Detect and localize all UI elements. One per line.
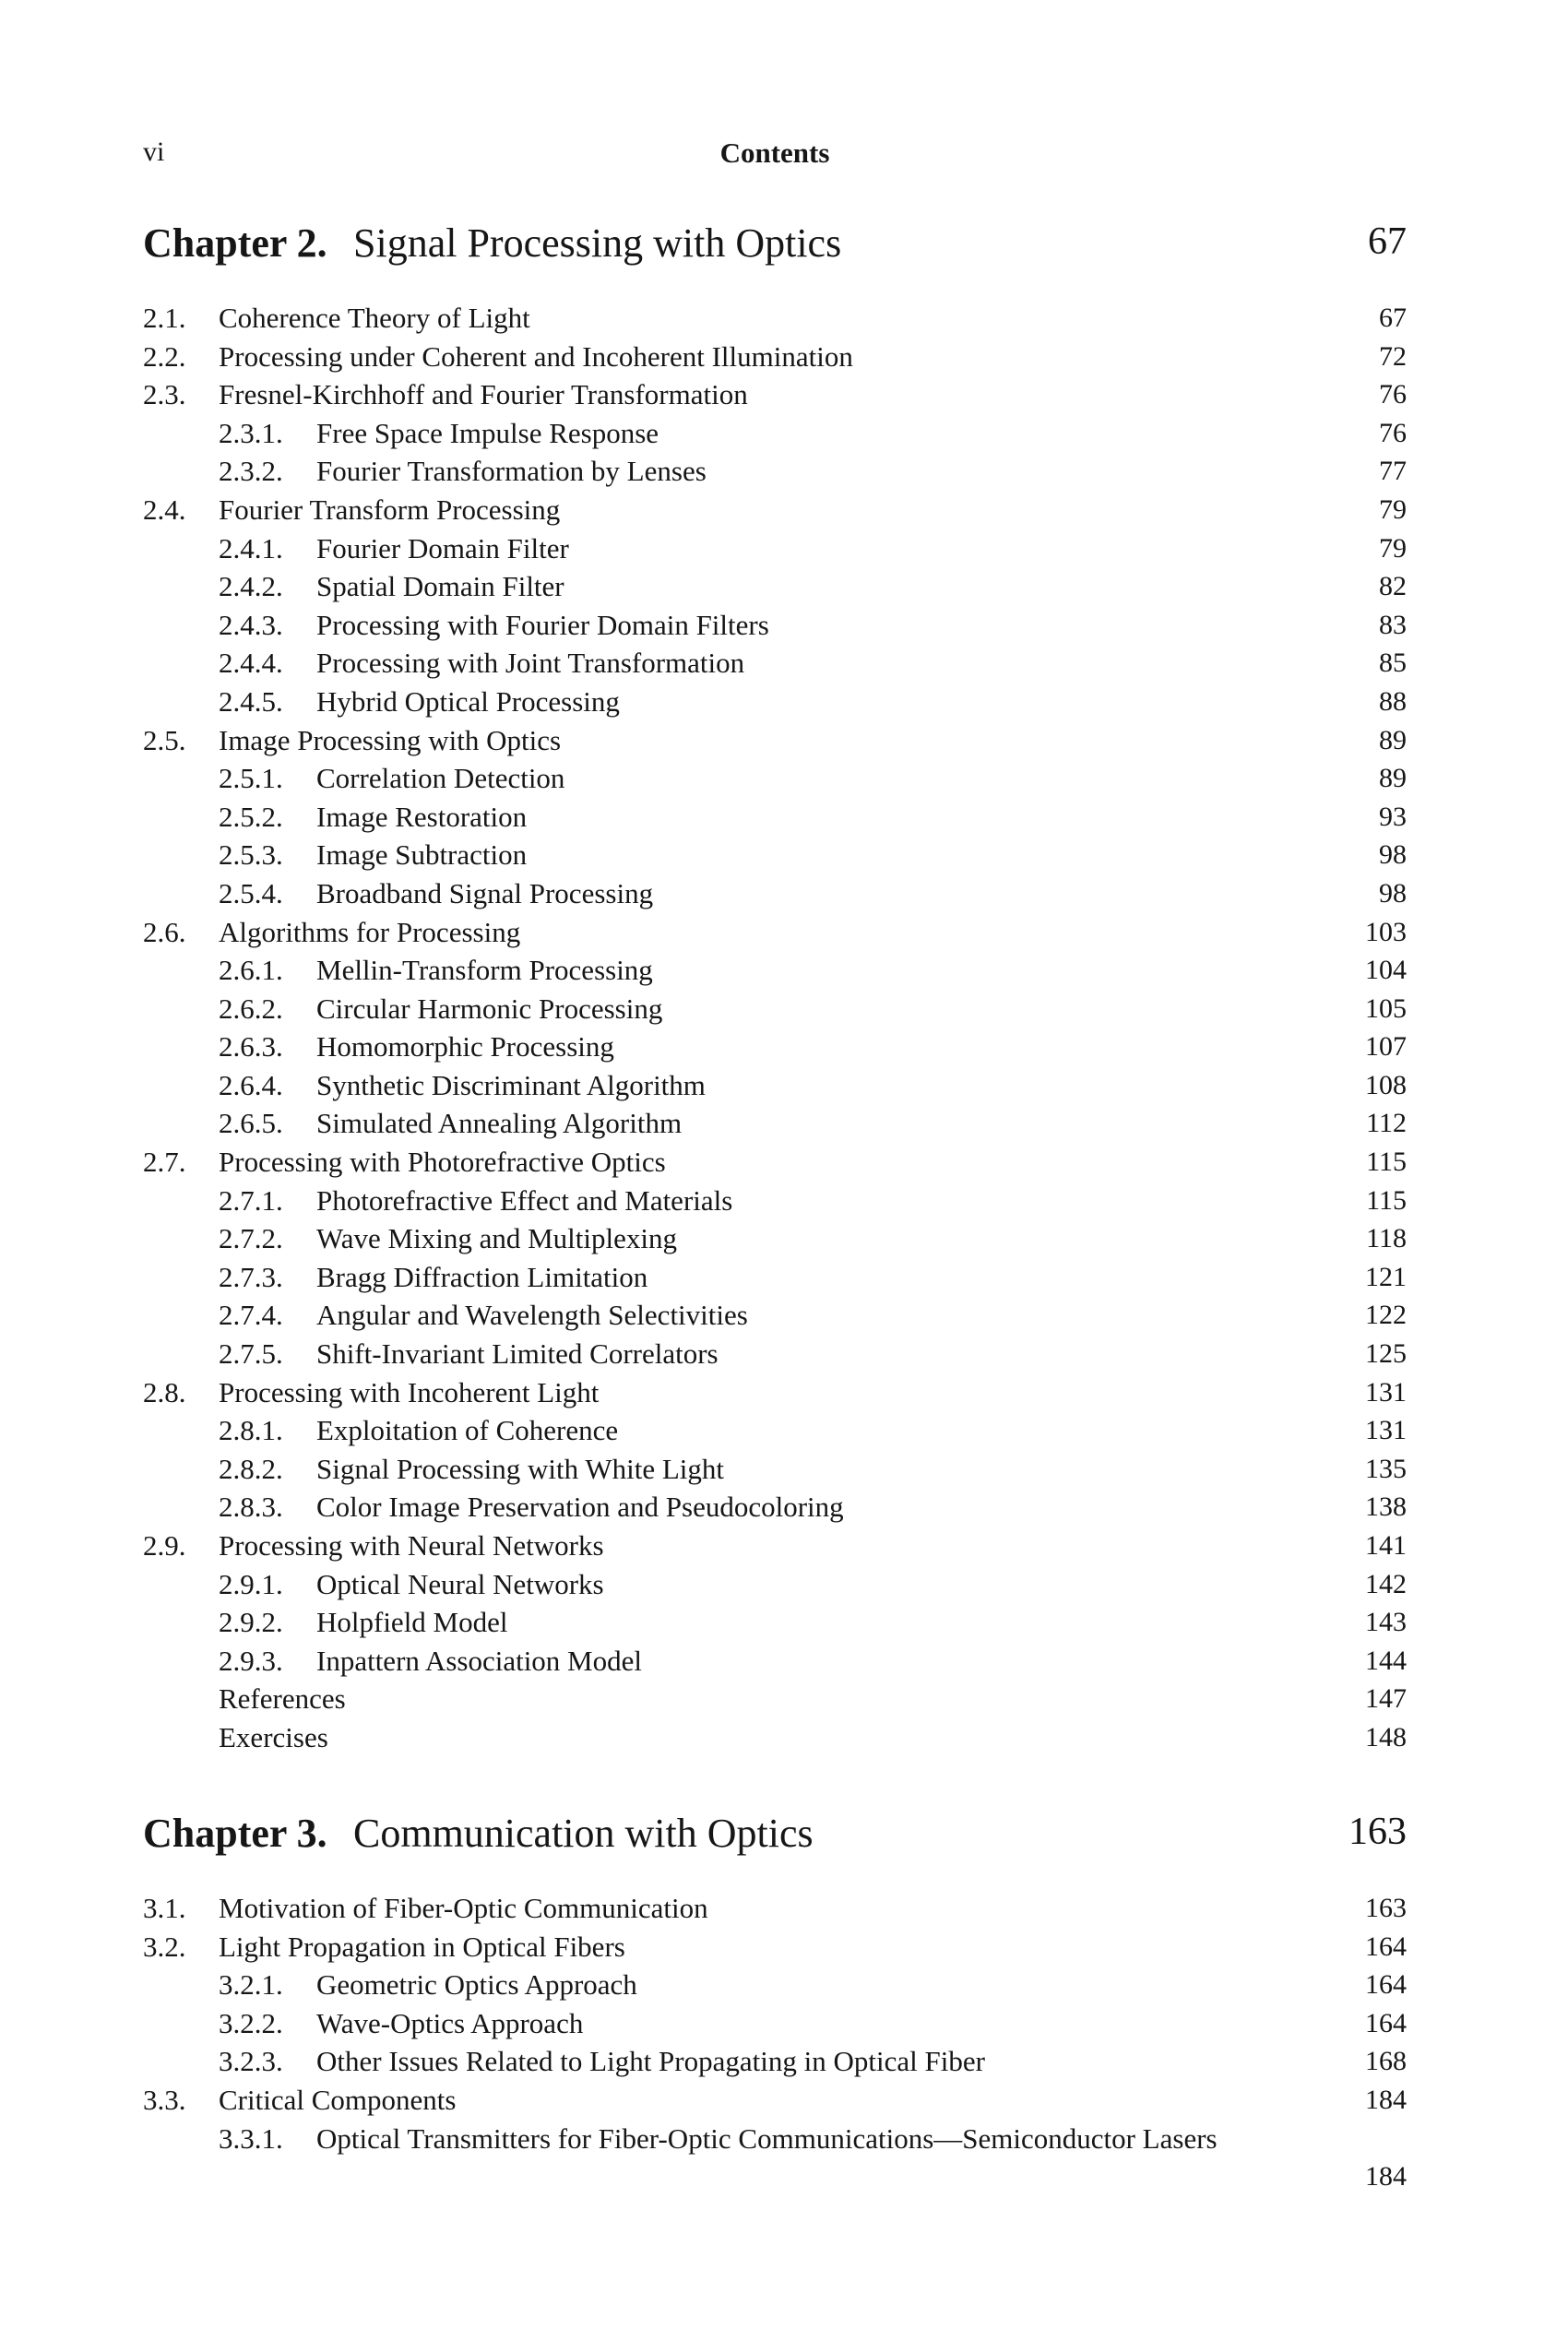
section-title: Optical Transmitters for Fiber-Optic Communications—Semiconductor Lasers	[316, 2121, 1218, 2155]
section-number: 2.5.2.	[219, 800, 283, 833]
section-number: 3.2.	[143, 1930, 186, 1963]
section-number: 2.3.	[143, 378, 186, 411]
section-page-number: 184	[1365, 2084, 1407, 2115]
toc-subsection-entry[interactable]	[143, 1335, 1407, 1373]
toc-section-entry[interactable]	[143, 1143, 1407, 1182]
section-page-number: 93	[1379, 801, 1407, 832]
section-number: 2.7.5.	[219, 1337, 283, 1371]
toc-backmatter-entry[interactable]	[143, 1718, 1407, 1757]
toc-subsection-entry[interactable]	[143, 1066, 1407, 1105]
chapter-heading[interactable]	[143, 220, 1407, 284]
section-title: Bragg Diffraction Limitation	[316, 1260, 648, 1293]
toc-section-entry[interactable]	[143, 721, 1407, 760]
section-number: 2.4.5.	[219, 684, 283, 718]
section-title: Processing with Joint Transformation	[316, 647, 745, 680]
toc-section-entry[interactable]	[143, 1928, 1407, 1967]
section-page-number: 163	[1365, 1893, 1407, 1923]
section-number: 2.7.3.	[219, 1260, 283, 1293]
toc-subsection-entry[interactable]	[143, 1411, 1407, 1450]
section-number: 2.4.1.	[219, 531, 283, 564]
section-number: 2.6.4.	[219, 1068, 283, 1101]
toc-subsection-entry[interactable]	[143, 798, 1407, 837]
section-page-number: 147	[1365, 1683, 1407, 1715]
toc-section-entry[interactable]	[143, 1373, 1407, 1412]
section-page-number: 108	[1365, 1069, 1407, 1100]
section-title: Inpattern Association Model	[316, 1644, 642, 1677]
section-title: Wave Mixing and Multiplexing	[316, 1222, 677, 1255]
section-page-number: 105	[1365, 992, 1407, 1024]
toc-subsection-entry[interactable]	[143, 1258, 1407, 1297]
section-page-number: 79	[1379, 493, 1407, 525]
section-page-number: 144	[1365, 1645, 1407, 1676]
section-number: 2.5.3.	[219, 838, 283, 872]
toc-subsection-entry[interactable]	[143, 990, 1407, 1028]
section-page-number: 131	[1365, 1415, 1407, 1446]
section-number: 2.7.1.	[219, 1183, 283, 1217]
section-title: Spatial Domain Filter	[316, 570, 564, 603]
section-page-number: 142	[1365, 1568, 1407, 1599]
section-page-number: 121	[1365, 1261, 1407, 1292]
section-title: Light Propagation in Optical Fibers	[219, 1930, 625, 1963]
section-title: Processing with Incoherent Light	[219, 1375, 600, 1408]
toc-subsection-entry[interactable]	[143, 1642, 1407, 1681]
section-number: 2.4.2.	[219, 570, 283, 603]
toc-subsection-entry[interactable]	[143, 874, 1407, 913]
section-page-number: 148	[1365, 1721, 1407, 1753]
section-title: Fourier Transformation by Lenses	[316, 455, 707, 488]
section-page-number: 184	[1365, 2161, 1407, 2192]
section-title: Homomorphic Processing	[316, 1030, 614, 1063]
section-page-number: 77	[1379, 456, 1407, 487]
section-title: Exploitation of Coherence	[316, 1414, 619, 1447]
toc-subsection-entry[interactable]	[143, 1450, 1407, 1489]
chapter-page-number: 163	[1348, 1811, 1407, 1853]
toc-section-entry[interactable]	[143, 299, 1407, 338]
section-title: Image Processing with Optics	[219, 723, 562, 756]
section-page-number: 89	[1379, 763, 1407, 794]
section-page-number: 131	[1365, 1376, 1407, 1408]
section-number: 3.2.3.	[219, 2045, 283, 2078]
toc-subsection-entry[interactable]	[143, 2004, 1407, 2043]
toc-section-entry[interactable]	[143, 913, 1407, 952]
section-title: Photorefractive Effect and Materials	[316, 1183, 733, 1217]
section-title: Exercises	[219, 1720, 328, 1753]
toc-subsection-entry[interactable]	[143, 1182, 1407, 1220]
section-number: 2.6.	[143, 915, 186, 948]
section-page-number: 112	[1366, 1108, 1407, 1139]
section-number: 2.5.	[143, 723, 186, 756]
section-title: Processing under Coherent and Incoherent Illumination	[219, 339, 853, 373]
toc-subsection-entry[interactable]	[143, 1603, 1407, 1642]
section-title: Processing with Neural Networks	[219, 1529, 604, 1562]
toc-subsection-entry[interactable]	[143, 951, 1407, 990]
section-number: 2.6.2.	[219, 992, 283, 1025]
section-title: Mellin-Transform Processing	[316, 954, 653, 987]
section-page-number: 67	[1379, 303, 1407, 333]
section-title: Coherence Theory of Light	[219, 302, 530, 334]
chapter-title: Signal Processing with Optics	[353, 220, 842, 266]
section-page-number: 72	[1379, 340, 1407, 372]
chapter-label: Chapter 3.	[143, 1811, 327, 1856]
toc-subsection-entry[interactable]	[143, 1104, 1407, 1143]
section-number: 2.4.4.	[219, 647, 283, 680]
section-number: 2.7.2.	[219, 1222, 283, 1255]
section-page-number: 143	[1365, 1607, 1407, 1638]
toc-subsection-entry[interactable]	[143, 1219, 1407, 1258]
toc-subsection-entry[interactable]	[143, 1966, 1407, 2004]
section-number: 2.8.1.	[219, 1414, 283, 1447]
section-title: Fourier Domain Filter	[316, 531, 569, 564]
section-page-number: 164	[1365, 1969, 1407, 2001]
section-page-number: 76	[1379, 417, 1407, 448]
section-page-number: 85	[1379, 648, 1407, 679]
section-page-number: 79	[1379, 532, 1407, 564]
section-title: Simulated Annealing Algorithm	[316, 1107, 683, 1140]
section-title: Synthetic Discriminant Algorithm	[316, 1068, 706, 1101]
section-title: Free Space Impulse Response	[316, 416, 659, 449]
section-number: 2.9.1.	[219, 1567, 283, 1600]
section-page-number: 89	[1379, 724, 1407, 755]
running-title: Contents	[719, 137, 830, 169]
toc-subsection-entry[interactable]	[143, 1565, 1407, 1604]
section-page-number: 98	[1379, 839, 1407, 871]
section-page-number: 82	[1379, 571, 1407, 602]
section-number: 2.2.	[143, 339, 186, 373]
section-page-number: 115	[1366, 1147, 1407, 1178]
toc-section-entry[interactable]	[143, 375, 1407, 414]
section-title: Color Image Preservation and Pseudocoloring	[316, 1491, 844, 1524]
toc-subsection-entry[interactable]	[143, 683, 1407, 721]
running-head	[143, 137, 1407, 183]
section-title: Image Subtraction	[316, 838, 528, 872]
section-title: Signal Processing with White Light	[316, 1452, 725, 1485]
section-number: 2.9.2.	[219, 1606, 283, 1639]
section-title: Motivation of Fiber-Optic Communication	[219, 1892, 708, 1924]
section-number: 3.3.	[143, 2083, 186, 2116]
section-title: Wave-Optics Approach	[316, 2006, 584, 2039]
section-title: Processing with Photorefractive Optics	[219, 1146, 666, 1179]
toc-subsection-entry[interactable]	[143, 567, 1407, 606]
section-number: 2.6.5.	[219, 1107, 283, 1140]
section-number: 2.6.1.	[219, 954, 283, 987]
section-title: Shift-Invariant Limited Correlators	[316, 1337, 719, 1371]
section-number: 2.6.3.	[219, 1030, 283, 1063]
toc-subsection-entry[interactable]	[143, 1488, 1407, 1527]
section-number: 2.8.3.	[219, 1491, 283, 1524]
section-title: Image Restoration	[316, 800, 528, 833]
section-page-number: 76	[1379, 379, 1407, 410]
section-number: 2.7.4.	[219, 1299, 283, 1332]
section-number: 2.4.	[143, 493, 186, 526]
toc-subsection-entry[interactable]	[143, 836, 1407, 874]
section-page-number: 122	[1365, 1300, 1407, 1331]
section-title: Critical Components	[219, 2083, 457, 2116]
section-number: 3.2.1.	[219, 1968, 283, 2002]
section-title: Broadband Signal Processing	[316, 876, 654, 909]
section-number: 2.3.2.	[219, 455, 283, 488]
section-page-number: 98	[1379, 877, 1407, 909]
section-number: 2.8.	[143, 1375, 186, 1408]
toc-entry-list	[143, 299, 1407, 1757]
section-number: 2.7.	[143, 1146, 186, 1179]
section-page-number: 125	[1365, 1338, 1407, 1370]
toc-subsection-entry[interactable]	[143, 644, 1407, 683]
section-number: 2.4.3.	[219, 608, 283, 641]
toc-section-entry[interactable]	[143, 1889, 1407, 1928]
toc-subsection-entry[interactable]	[143, 414, 1407, 453]
section-page-number: 104	[1365, 955, 1407, 986]
page-number: vi	[143, 137, 165, 167]
section-page-number: 88	[1379, 685, 1407, 717]
section-number: 3.1.	[143, 1892, 186, 1924]
toc-subsection-entry[interactable]	[143, 759, 1407, 798]
toc-backmatter-entry[interactable]	[143, 1680, 1407, 1718]
section-number: 3.3.1.	[219, 2121, 283, 2155]
section-page-number: 164	[1365, 2007, 1407, 2038]
section-page-number: 141	[1365, 1530, 1407, 1561]
section-number: 3.2.2.	[219, 2006, 283, 2039]
section-number: 2.8.2.	[219, 1452, 283, 1485]
section-title: Fresnel-Kirchhoff and Fourier Transformation	[219, 378, 748, 411]
section-number: 2.5.1.	[219, 762, 283, 795]
section-title: Optical Neural Networks	[316, 1567, 604, 1600]
section-number: 2.3.1.	[219, 416, 283, 449]
section-number: 2.9.	[143, 1529, 186, 1562]
section-page-number: 138	[1365, 1491, 1407, 1523]
toc-subsection-entry[interactable]	[143, 2120, 1407, 2196]
section-title: References	[219, 1682, 346, 1716]
section-number: 2.9.3.	[219, 1644, 283, 1677]
chapter-2-section	[143, 220, 1407, 1757]
section-page-number: 164	[1365, 1931, 1407, 1962]
section-page-number: 135	[1365, 1453, 1407, 1484]
toc-subsection-entry[interactable]	[143, 452, 1407, 491]
section-title: Other Issues Related to Light Propagating in Optical Fiber	[316, 2045, 985, 2078]
toc-section-entry[interactable]	[143, 338, 1407, 376]
section-title: Correlation Detection	[316, 762, 565, 795]
section-number: 2.5.4.	[219, 876, 283, 909]
toc-subsection-entry[interactable]	[143, 606, 1407, 645]
section-page-number: 118	[1366, 1223, 1407, 1254]
section-title: Fourier Transform Processing	[219, 493, 561, 526]
section-page-number: 103	[1365, 916, 1407, 947]
section-page-number: 115	[1366, 1184, 1407, 1216]
section-title: Algorithms for Processing	[219, 915, 521, 948]
section-title: Geometric Optics Approach	[316, 1968, 637, 2002]
chapter-title: Communication with Optics	[353, 1811, 814, 1856]
toc-section-entry[interactable]	[143, 1527, 1407, 1565]
toc-subsection-entry[interactable]	[143, 2042, 1407, 2081]
section-page-number: 107	[1365, 1031, 1407, 1063]
section-page-number: 83	[1379, 609, 1407, 640]
chapter-page-number: 67	[1368, 220, 1407, 263]
chapter-3-section	[143, 1810, 1407, 2196]
section-title: Circular Harmonic Processing	[316, 992, 663, 1025]
section-title: Processing with Fourier Domain Filters	[316, 608, 769, 641]
section-title: Angular and Wavelength Selectivities	[316, 1299, 748, 1332]
chapter-label: Chapter 2.	[143, 220, 327, 266]
section-number: 2.1.	[143, 302, 186, 334]
toc-subsection-entry[interactable]	[143, 1028, 1407, 1066]
toc-section-entry[interactable]	[143, 2081, 1407, 2120]
chapter-heading[interactable]	[143, 1810, 1407, 1874]
toc-subsection-entry[interactable]	[143, 1296, 1407, 1335]
section-title: Holpfield Model	[316, 1606, 508, 1639]
toc-subsection-entry[interactable]	[143, 529, 1407, 568]
section-title: Hybrid Optical Processing	[316, 684, 620, 718]
toc-section-entry[interactable]	[143, 491, 1407, 529]
section-page-number: 168	[1365, 2046, 1407, 2077]
toc-entry-list	[143, 1889, 1407, 2196]
